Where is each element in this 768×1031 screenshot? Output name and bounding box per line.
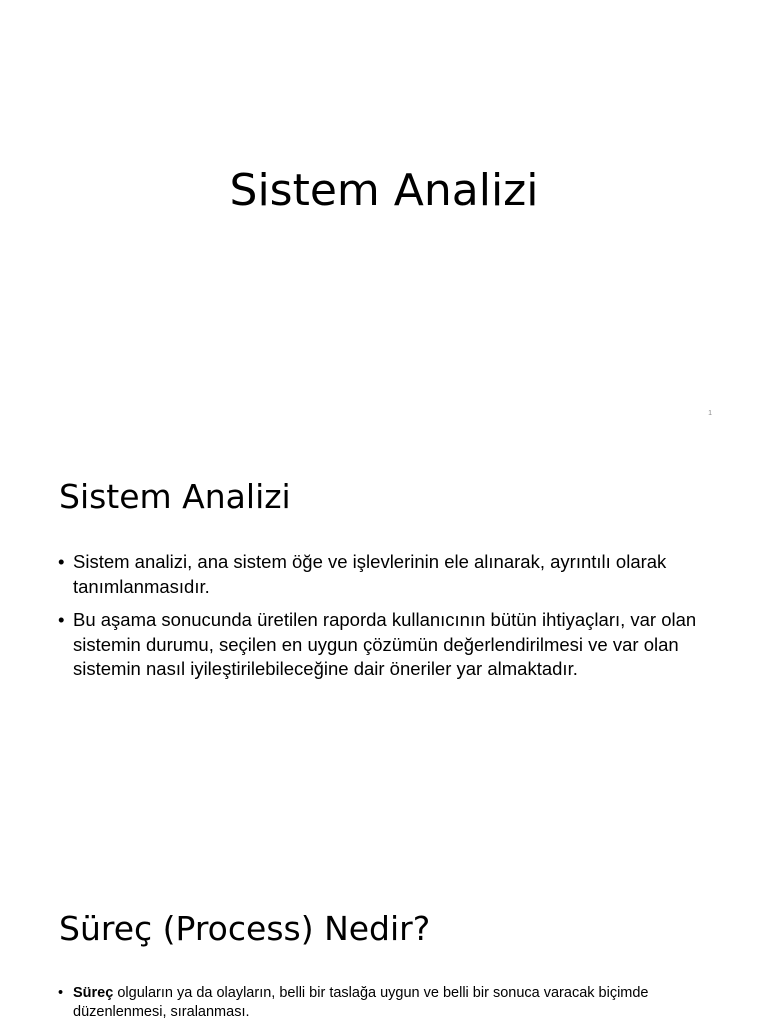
bullet-list bbox=[58, 550, 708, 691]
page-number: 1 bbox=[708, 410, 712, 417]
bullet-text: Sistem analizi, ana sistem öğe ve işlevlerinin ele alınarak, ayrıntılı olarak tanımlanmasıdır. bbox=[73, 551, 667, 597]
bullet-text: Bu aşama sonucunda üretilen raporda kullanıcının bütün ihtiyaçları, var olan sistemin durumu, seçilen en uygun çözümün değerlendirilmesi ve var olan sistemin nasıl iyileştirilebileceğine dair öneriler yar almaktadır. bbox=[73, 609, 697, 679]
slide-2 bbox=[0, 432, 768, 864]
bullet-icon: • bbox=[58, 985, 64, 1001]
bullet-text: olguların ya da olayların, belli bir taslağa uygun ve belli bir sonuca varacak biçimde düzenlenmesi, sıralanması. bbox=[73, 985, 649, 1020]
slide-3 bbox=[0, 864, 768, 1024]
slide-title: Süreç (Process) Nedir? bbox=[59, 909, 431, 948]
bullet-item bbox=[58, 550, 708, 599]
bullet-item bbox=[58, 984, 708, 1022]
bullet-term: Süreç bbox=[73, 985, 114, 1001]
bullet-icon: • bbox=[58, 551, 65, 572]
slide-1 bbox=[0, 0, 768, 432]
bullet-item bbox=[58, 608, 708, 682]
slide-title: Sistem Analizi bbox=[59, 477, 291, 516]
bullet-icon: • bbox=[58, 609, 65, 630]
slide-title: Sistem Analizi bbox=[229, 165, 539, 216]
